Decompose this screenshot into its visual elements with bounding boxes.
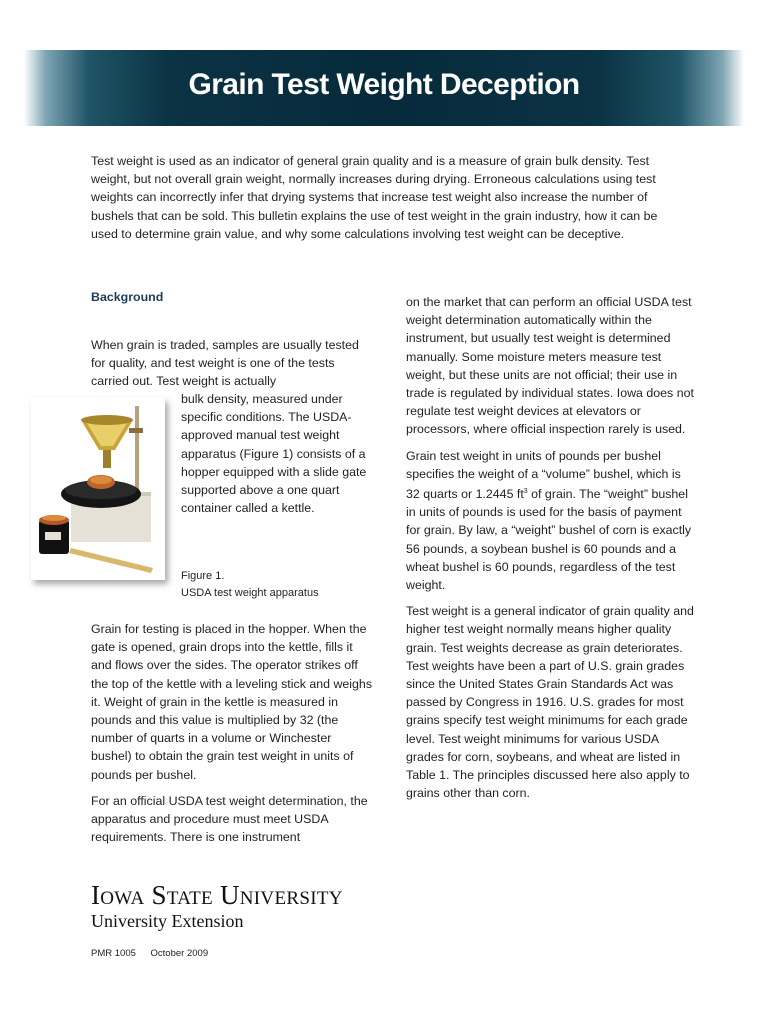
right-column [406,293,696,802]
test-weight-apparatus-image [31,398,165,580]
figure-caption-number: Figure 1. [181,570,225,582]
left-column [91,288,375,846]
publication-date: October 2009 [150,948,209,959]
page-title: Grain Test Weight Deception [188,68,580,101]
background-heading: Background [91,290,164,304]
left-lower-text [91,620,375,846]
right-paragraph-2 [406,447,696,595]
background-paragraph-1-wrap: bulk density, measured under specific conditions. The USDA-approved manual test weight apparatus (Figure 1) consists of a hopper equipped with a slide gate supported above a one quart container called a kettle. [181,392,367,516]
right-paragraph-2-a: Grain test weight in units of pounds per bushel specifies the weight of a “volume” bushel, which is 32 quarts or 1.2445 ft [406,448,681,502]
extension-name: University Extension [91,911,244,931]
figure-caption [181,568,319,602]
right-paragraph-3: Test weight is a general indicator of grain quality and higher test weight normally means higher quality grain. Test weights decrease as grain deteriorates. Test weights have been a part of U.S. grain grades since the United States Grain Standards Act was passed by Congress in 1916. U.S. grades for most grains specify test weight minimums for each grade level. Test weight minimums for various USDA grades for corn, soybeans, and wheat are listed in Table 1. The principles discussed here also apply to grains other than corn. [406,604,694,801]
university-name: Iowa State University [91,880,343,910]
background-paragraph-1: When grain is traded, samples are usually tested for quality, and test weight is one of the tests carried out. Test weight is actually [91,338,359,389]
intro-paragraph: Test weight is used as an indicator of general grain quality and is a measure of grain bulk density. Test weight, but not overall grain weight, normally increases during drying. Erroneous calculations using test weights can incorrectly infer that drying systems that increase test weight also increase the number of bushels that can be sold. This bulletin explains the use of test weight in the grain industry, how it can be used to determine grain value, and why some calculations involving test weight can be deceptive. [91,154,658,241]
cubic-superscript: 3 [523,488,528,496]
title-banner [24,50,744,126]
background-paragraph-3: For an official USDA test weight determination, the apparatus and procedure must meet USDA requirements. There is one instrument [91,793,368,845]
footer [91,948,208,959]
figure-block [91,312,375,599]
right-paragraph-1: on the market that can perform an official USDA test weight determination automatically within the instrument, but usually test weight is determined manually. Some moisture meters measure test weight, but these units are not official; their use in trade is regulated by individual states. Iowa does not regulate test weight devices at elevators or processors, where official inspection rarely is used. [406,295,694,437]
figure-caption-text: USDA test weight apparatus [181,587,319,599]
apparatus-illustration [31,398,165,580]
right-paragraph-2-b: of grain. The “weight” bushel in units of pounds is used for the basis of payment for grain. By law, a “weight” bushel of corn is exactly 56 pounds, a soybean bushel is 60 pounds and a wheat bushel is 60 pounds, regardless of the test weight. [406,487,692,593]
background-paragraph-2: Grain for testing is placed in the hopper. When the gate is opened, grain drops into the kettle, fills it and flows over the sides. The operator strikes off the top of the kettle with a leveling stick and weighs it. Weight of grain in the kettle is measured in pounds and this value is multiplied by 32 (the number of quarts in a volume or Winchester bushel) to obtain the grain test weight in units of pounds per bushel. [91,622,373,782]
publication-code: PMR 1005 [91,948,136,959]
university-logo [91,880,343,932]
